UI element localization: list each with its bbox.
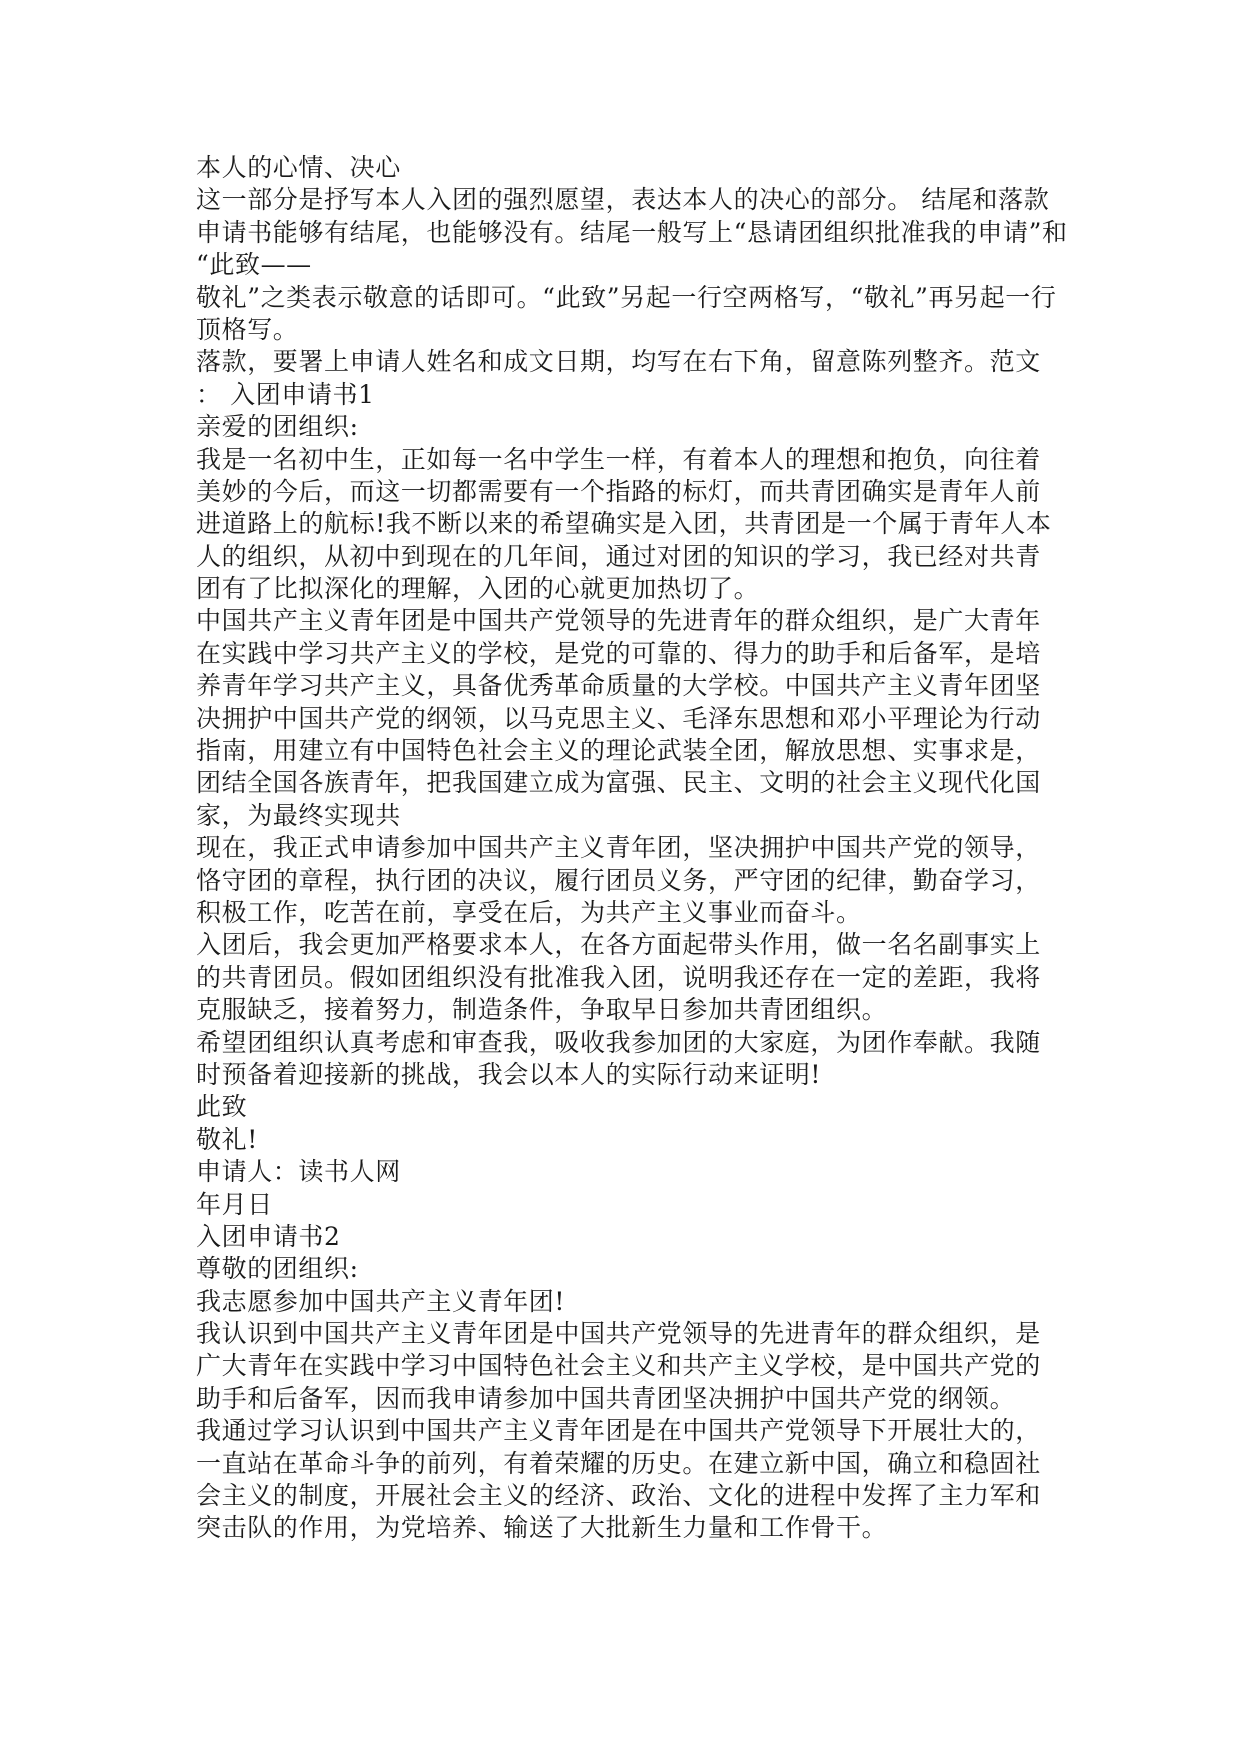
text-line: 决拥护中国共产党的纲领，以马克思主义、毛泽东思想和邓小平理论为行动 — [196, 703, 1041, 733]
document-body — [196, 152, 1068, 1545]
text-line: 敬礼”之类表示敬意的话即可。“此致”另起一行空两格写，“敬礼”再另起一行 — [196, 282, 1057, 312]
closing-line: 此致 — [196, 1092, 248, 1122]
text-line: 本人的心情、决心 — [196, 153, 401, 182]
text-line: 我志愿参加中国共产主义青年团! — [196, 1286, 566, 1316]
text-line: 美妙的今后，而这一切都需要有一个指路的标灯，而共青团确实是青年人前 — [196, 476, 1041, 506]
text-line: 广大青年在实践中学习中国特色社会主义和共产主义学校，是中国共产党的 — [196, 1351, 1041, 1381]
text-line: 的共青团员。假如团组织没有批准我入团，说明我还存在一定的差距，我将 — [196, 962, 1041, 992]
text-line: 人的组织，从初中到现在的几年间，通过对团的知识的学习，我已经对共青 — [196, 541, 1041, 571]
text-line: 进道路上的航标!我不断以来的希望确实是入团，共青团是一个属于青年人本 — [196, 509, 1052, 539]
salutation: 尊敬的团组织: — [196, 1254, 359, 1284]
text-line: 我是一名初中生，正如每一名中学生一样，有着本人的理想和抱负，向往着 — [196, 444, 1041, 474]
text-line: 我认识到中国共产主义青年团是中国共产党领导的先进青年的群众组织，是 — [196, 1319, 1041, 1349]
section-title: 入团申请书2 — [196, 1221, 341, 1251]
text-line: 一直站在革命斗争的前列，有着荣耀的历史。在建立新中国，确立和稳固社 — [196, 1448, 1041, 1478]
salutation: 亲爱的团组织: — [196, 412, 359, 442]
text-line: 入团后，我会更加严格要求本人，在各方面起带头作用，做一名名副事实上 — [196, 930, 1041, 960]
text-line: 团有了比拟深化的理解，入团的心就更加热切了。 — [196, 574, 760, 604]
text-line: 助手和后备军，因而我申请参加中国共青团坚决拥护中国共产党的纲领。 — [196, 1383, 1016, 1413]
text-line: 在实践中学习共产主义的学校，是党的可靠的、得力的助手和后备军，是培 — [196, 638, 1041, 668]
text-line: 克服缺乏，接着努力，制造条件，争取早日参加共青团组织。 — [196, 995, 888, 1025]
closing-line: 敬礼! — [196, 1124, 258, 1154]
text-line: 指南，用建立有中国特色社会主义的理论武装全团，解放思想、实事求是， — [196, 736, 1041, 766]
text-line: 时预备着迎接新的挑战，我会以本人的实际行动来证明! — [196, 1059, 822, 1089]
text-line: 顶格写。 — [196, 314, 299, 344]
text-line: 会主义的制度，开展社会主义的经济、政治、文化的进程中发挥了主力军和 — [196, 1481, 1041, 1511]
text-line: 团结全国各族青年，把我国建立成为富强、民主、文明的社会主义现代化国 — [196, 768, 1041, 798]
text-line: 希望团组织认真考虑和审查我，吸收我参加团的大家庭，为团作奉献。我随 — [196, 1027, 1041, 1057]
text-line: 这一部分是抒写本人入团的强烈愿望，表达本人的决心的部分。 结尾和落款 — [196, 185, 1050, 215]
text-line: 我通过学习认识到中国共产主义青年团是在中国共产党领导下开展壮大的， — [196, 1416, 1041, 1446]
text-line: 家，为最终实现共 — [196, 800, 401, 830]
text-line: 申请书能够有结尾，也能够没有。结尾一般写上“恳请团组织批准我的申请”和 — [196, 217, 1068, 247]
text-line: ： 入团申请书1 — [196, 379, 375, 409]
date-line: 年月日 — [196, 1189, 273, 1219]
text-line: “此致—— — [196, 250, 312, 280]
text-line: 现在，我正式申请参加中国共产主义青年团，坚决拥护中国共产党的领导， — [196, 833, 1041, 863]
text-line: 突击队的作用，为党培养、输送了大批新生力量和工作骨干。 — [196, 1513, 888, 1543]
text-line: 落款，要署上申请人姓名和成文日期，均写在右下角，留意陈列整齐。范文 — [196, 347, 1041, 377]
text-line: 养青年学习共产主义，具备优秀革命质量的大学校。中国共产主义青年团坚 — [196, 671, 1041, 701]
text-line: 中国共产主义青年团是中国共产党领导的先进青年的群众组织，是广大青年 — [196, 606, 1041, 636]
text-line: 恪守团的章程，执行团的决议，履行团员义务，严守团的纪律，勤奋学习， — [196, 865, 1041, 895]
signature-line: 申请人：读书人网 — [196, 1157, 401, 1187]
text-line: 积极工作，吃苦在前，享受在后，为共产主义事业而奋斗。 — [196, 897, 862, 927]
